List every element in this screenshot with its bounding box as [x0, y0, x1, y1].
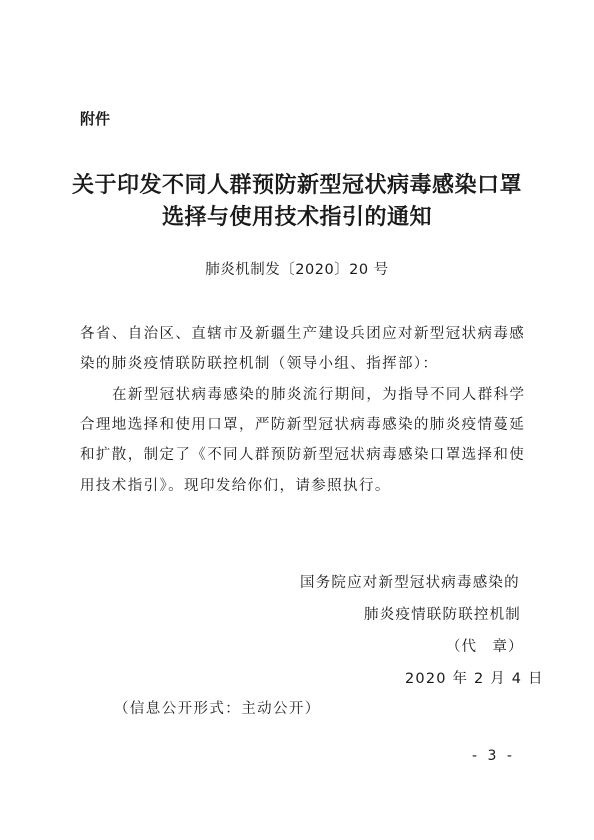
body-line: 在新型冠状病毒感染的肺炎流行期间，为指导不同人群科学	[112, 387, 526, 403]
body-line: 合理地选择和使用口罩，严防新型冠状病毒感染的肺炎疫情蔓延	[80, 417, 526, 433]
signature-org-line-1: 国务院应对新型冠状病毒感染的	[300, 575, 520, 591]
attachment-label: 附件	[80, 110, 111, 128]
body-line: 各省、自治区、直辖市及新疆生产建设兵团应对新型冠状病毒感	[80, 326, 526, 342]
body-line: 用技术指引》。现印发给你们，请参照执行。	[80, 478, 391, 494]
signature-date: 2020 年 2 月 4 日	[405, 671, 544, 687]
seal-note: （代 章）	[446, 639, 524, 655]
body-line: 和扩散，制定了《不同人群预防新型冠状病毒感染口罩选择和使	[80, 447, 526, 463]
page-number: - 3 -	[472, 748, 515, 764]
document-title-line-2: 选择与使用技术指引的通知	[161, 204, 432, 230]
disclosure-note: （信息公开形式：主动公开）	[114, 701, 321, 717]
document-title-line-1: 关于印发不同人群预防新型冠状病毒感染口罩	[71, 172, 522, 198]
signature-org-line-2: 肺炎疫情联防联控机制	[364, 607, 521, 623]
body-line: 染的肺炎疫情联防联控机制（领导小组、指挥部）：	[80, 356, 439, 372]
document-number: 肺炎机制发〔2020〕20 号	[205, 262, 389, 278]
